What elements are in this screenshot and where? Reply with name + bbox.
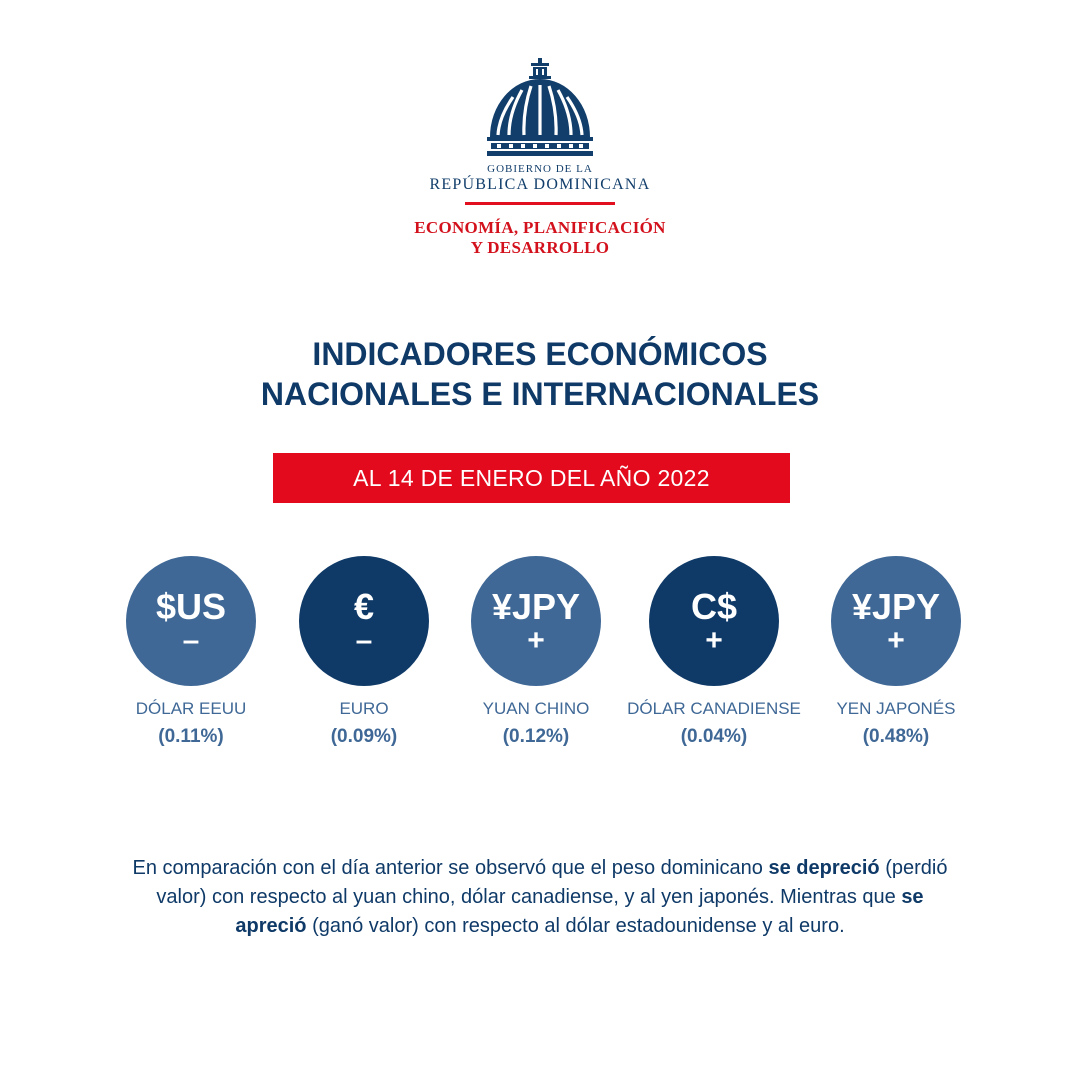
summary-paragraph: [130, 854, 950, 941]
currency-circle: [126, 556, 256, 686]
currency-name: EURO: [339, 699, 389, 718]
change-sign: –: [182, 624, 200, 657]
title-line-2: NACIONALES E INTERNACIONALES: [260, 376, 820, 412]
currency-name: YUAN CHINO: [482, 699, 590, 718]
currency-symbol: C$: [690, 586, 738, 627]
currency-circle: [649, 556, 779, 686]
change-percent: (0.11%): [158, 726, 224, 747]
currency-circle: [831, 556, 961, 686]
currency-name: DÓLAR EEUU: [135, 699, 247, 718]
currency-symbol: €: [353, 586, 375, 627]
change-sign: –: [355, 624, 373, 657]
government-label: GOBIERNO DE LA: [487, 163, 593, 175]
currency-name: DÓLAR CANADIENSE: [627, 699, 801, 718]
date-banner: AL 14 DE ENERO DEL AÑO 2022: [273, 453, 790, 503]
summary-text-1: En comparación con el día anterior se observó que el peso dominicano: [132, 857, 769, 879]
change-percent: (0.48%): [862, 726, 930, 747]
summary-depreciated: se depreció: [768, 857, 880, 879]
summary-text-2: (perdió valor) con respecto al yuan chino, dólar canadiense, y al yen japonés. Mientras que: [156, 857, 948, 908]
currency-symbol: $US: [155, 586, 227, 627]
indicator-jpy: [796, 556, 996, 748]
currency-symbol: ¥JPY: [491, 586, 581, 627]
currency-circle: [471, 556, 601, 686]
currency-name: YEN JAPONÉS: [836, 699, 956, 718]
ministry-name: [0, 218, 1080, 258]
change-percent: (0.04%): [680, 726, 748, 747]
change-percent: (0.12%): [502, 726, 570, 747]
capitol-dome-icon: [485, 55, 595, 159]
country-label: REPÚBLICA DOMINICANA: [429, 176, 651, 193]
indicator-eur: [264, 556, 464, 748]
change-sign: +: [527, 624, 545, 657]
logo-divider: [465, 202, 615, 205]
page-title: [0, 334, 1080, 414]
change-sign: +: [705, 624, 723, 657]
title-line-1: INDICADORES ECONÓMICOS: [312, 336, 768, 372]
indicator-cad: [614, 556, 814, 748]
indicator-cny: [436, 556, 636, 748]
currency-circle: [299, 556, 429, 686]
government-logo: [0, 55, 1080, 258]
currency-symbol: ¥JPY: [851, 586, 941, 627]
ministry-line-2: Y DESARROLLO: [470, 238, 610, 257]
summary-appreciated: se apreció: [235, 886, 924, 937]
change-sign: +: [887, 624, 905, 657]
summary-text-3: (ganó valor) con respecto al dólar estadounidense y al euro.: [306, 915, 845, 937]
ministry-line-1: ECONOMÍA, PLANIFICACIÓN: [414, 218, 666, 237]
indicator-usd: [91, 556, 291, 748]
change-percent: (0.09%): [330, 726, 398, 747]
